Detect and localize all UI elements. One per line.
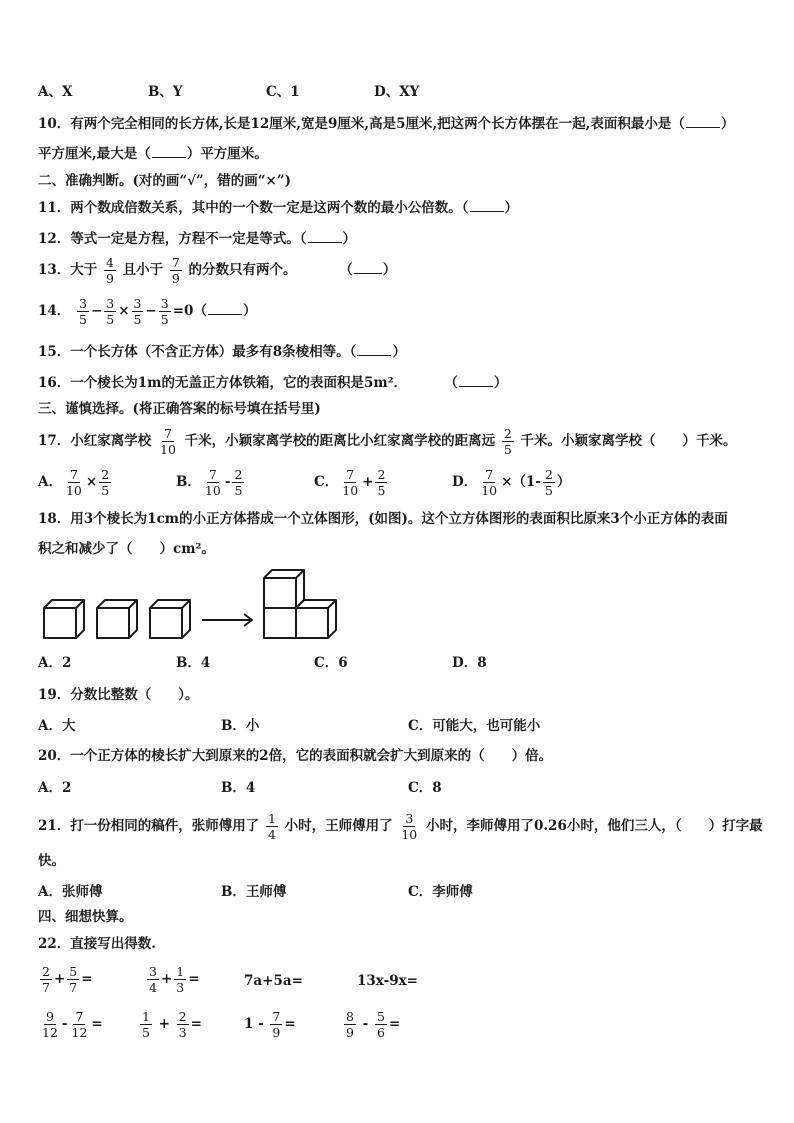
fraction-numerator: 7 (69, 467, 78, 482)
q17-option-c (314, 468, 389, 497)
calc-3: 7a+5a= (244, 973, 303, 989)
q21-fraction-2 (399, 812, 419, 841)
q13-paren-open: （ (339, 262, 353, 278)
operator: + (160, 971, 173, 987)
q12-paren: ） (342, 231, 357, 247)
q10-line2 (38, 145, 268, 163)
q14-equals: =0（ (172, 303, 207, 319)
fraction-numerator: 1 (142, 1009, 150, 1024)
q13-fraction-1 (104, 256, 116, 285)
section-4-heading: 四、细想快算。 (38, 909, 133, 925)
stacked-shape (264, 570, 336, 638)
fraction-denominator: 5 (160, 312, 169, 327)
q12 (38, 230, 356, 248)
q9-option-c: C、1 (266, 84, 300, 100)
fraction-numerator: 7 (346, 467, 355, 482)
fraction-numerator: 2 (178, 1009, 187, 1024)
fraction-denominator: 9 (346, 1025, 354, 1040)
q19-option-c: C．可能大，也可能小 (408, 718, 541, 734)
fraction-denominator: 4 (268, 827, 276, 842)
fraction-denominator: 4 (149, 980, 157, 995)
q17 (38, 427, 736, 456)
fraction-denominator: 3 (176, 980, 185, 995)
fraction-denominator: 10 (401, 827, 418, 842)
fraction-denominator: 5 (503, 442, 512, 457)
q21-text-c: 小时，李师傅用了0.26小时，他们三人，（ ）打字最 (425, 818, 763, 834)
q13-fraction-2 (170, 256, 182, 285)
fraction-numerator: 9 (45, 1009, 54, 1024)
fraction-denominator: 10 (204, 483, 221, 498)
equals: = (388, 1016, 401, 1032)
q14-paren: ） (242, 303, 257, 319)
fraction-denominator: 7 (69, 980, 78, 995)
fraction-numerator: 7 (163, 426, 172, 441)
q15 (38, 343, 406, 361)
q13-text-b: 且小于 (122, 262, 164, 278)
equals: = (91, 1016, 103, 1032)
q21-text-a: 21．打一份相同的稿件，张师傅用了 (38, 818, 260, 834)
fraction-denominator: 7 (42, 980, 50, 995)
cube-1 (44, 600, 84, 638)
fraction-denominator: 9 (272, 1025, 281, 1040)
option-label: C． (314, 474, 339, 490)
fraction-denominator: 5 (106, 312, 115, 327)
fraction-denominator: 5 (377, 483, 386, 498)
fraction-denominator: 5 (101, 483, 110, 498)
q13-text-c: 的分数只有两个。 (188, 262, 297, 278)
q9-option-b: B、Y (148, 84, 183, 100)
q21-fraction-1 (266, 812, 278, 841)
q18-option-d: D．8 (452, 655, 487, 671)
q19-option-b: B．小 (221, 718, 260, 734)
fraction-denominator: 9 (106, 271, 114, 286)
q21-text-b: 小时，王师傅用了 (284, 818, 393, 834)
fraction-denominator: 10 (160, 442, 176, 457)
section-3-heading: 三、谨慎选择。(将正确答案的标号填在括号里) (38, 401, 321, 417)
fraction-numerator: 2 (503, 426, 512, 441)
fraction-numerator: 5 (69, 964, 78, 979)
operator: × (85, 474, 98, 490)
fraction-numerator: 3 (79, 296, 87, 311)
calc-7-prefix: 1 - (244, 1016, 264, 1032)
q10-line1 (38, 115, 734, 133)
operator: - (224, 474, 231, 490)
q19-option-a: A．大 (38, 718, 76, 734)
calc-4: 13x-9x= (357, 973, 418, 989)
q14-blank[interactable] (208, 302, 242, 315)
operator: ×（1- (501, 474, 541, 490)
q18-line2: 积之和减少了（ ）cm²。 (38, 541, 215, 557)
fraction-numerator: 3 (133, 296, 142, 311)
q16-paren: ） (493, 375, 508, 391)
fraction-denominator: 10 (65, 483, 82, 498)
q22: 22．直接写出得数. (38, 936, 156, 952)
equals: = (190, 1016, 202, 1032)
paren-close: ） (556, 474, 571, 490)
fraction-numerator: 7 (485, 467, 494, 482)
q13-paren: ） (382, 262, 397, 278)
fraction-numerator: 3 (149, 964, 157, 979)
option-label: D． (452, 474, 478, 490)
q17-option-a (38, 468, 113, 497)
fraction-numerator: 1 (176, 964, 185, 979)
q12-blank[interactable] (308, 230, 342, 243)
fraction-numerator: 4 (106, 255, 114, 270)
fraction-numerator: 2 (101, 467, 110, 482)
q14-fraction-1 (77, 297, 89, 326)
q17-fraction-2 (502, 427, 514, 456)
q10-paren: ） (720, 116, 735, 132)
q12-text: 12．等式一定是方程，方程不一定是等式。（ (38, 231, 307, 247)
q15-blank[interactable] (357, 343, 391, 356)
q18-option-a: A．2 (38, 655, 72, 671)
q17-text-b: 千米，小颖家离学校的距离比小红家离学校的距离远 (184, 433, 496, 449)
q13-blank[interactable] (354, 261, 382, 274)
fraction-numerator: 3 (160, 296, 169, 311)
minus-sign: − (90, 303, 103, 319)
fraction-numerator: 2 (377, 467, 386, 482)
calc-6 (138, 1010, 202, 1039)
cube-2 (97, 600, 137, 638)
q15-paren: ） (392, 344, 406, 360)
calc-8 (342, 1010, 400, 1039)
minus-sign: − (145, 303, 157, 319)
operator: - (362, 1016, 369, 1032)
q18-option-c: C．6 (314, 655, 348, 671)
q18-option-b: B．4 (176, 655, 211, 671)
fraction-denominator: 10 (342, 483, 359, 498)
fraction-denominator: 5 (544, 483, 553, 498)
q15-text: 15．一个长方体（不含正方体）最多有8条棱相等。（ (38, 344, 357, 360)
q13 (38, 256, 396, 285)
fraction-numerator: 2 (544, 467, 553, 482)
fraction-denominator: 12 (42, 1025, 58, 1040)
fraction-denominator: 6 (376, 1025, 385, 1040)
q14-fraction-3 (132, 297, 144, 326)
q20: 20．一个正方体的棱长扩大到原来的2倍，它的表面积就会扩大到原来的（ ）倍。 (38, 748, 553, 764)
operator: + (53, 971, 66, 987)
q14-fraction-4 (159, 297, 171, 326)
q14-label: 14． (38, 303, 71, 319)
fraction-numerator: 5 (376, 1009, 385, 1024)
fraction-numerator: 3 (405, 811, 414, 826)
q16-blank[interactable] (459, 374, 493, 387)
q17-text-c: 千米。小颖家离学校（ ）千米。 (520, 433, 737, 449)
q21-line2: 快。 (38, 853, 65, 869)
q18-line1: 18．用3个棱长为1cm的小正方体搭成一个立体图形，(如图)。这个立方体图形的表面积比原来3个小正方体的表面 (38, 511, 728, 527)
q17-fraction-1 (158, 427, 178, 456)
section-2-heading: 二、准确判断。(对的画“√”，错的画“×”) (38, 173, 292, 189)
cube-3 (150, 600, 190, 638)
fraction-denominator: 10 (481, 483, 498, 498)
fraction-numerator: 7 (208, 467, 217, 482)
fraction-numerator: 1 (268, 811, 276, 826)
option-label: A． (38, 474, 62, 490)
arrow (202, 614, 252, 626)
q11 (38, 199, 518, 217)
calc-2 (145, 965, 200, 994)
q11-blank[interactable] (470, 199, 504, 212)
q10-text-2: 平方厘米,最大是（ (38, 146, 151, 162)
q17-option-b (176, 468, 246, 497)
option-label: B． (176, 474, 201, 490)
q9-option-d: D、XY (374, 84, 420, 100)
q20-option-b: B．4 (221, 780, 256, 796)
q17-text-a: 17．小红家离学校 (38, 433, 152, 449)
q18-cubes-figure (40, 568, 350, 640)
fraction-numerator: 7 (75, 1009, 84, 1024)
fraction-denominator: 3 (178, 1025, 187, 1040)
fraction-numerator: 3 (106, 296, 115, 311)
q10-blank-2[interactable] (152, 145, 186, 158)
calc-7 (244, 1010, 296, 1039)
equals: = (284, 1016, 296, 1032)
q21-option-b: B．王师傅 (221, 884, 287, 900)
fraction-denominator: 9 (171, 271, 180, 286)
equals: = (81, 971, 93, 987)
calc-1 (38, 965, 93, 994)
fraction-numerator: 2 (234, 467, 243, 482)
q14-fraction-2 (104, 297, 116, 326)
fraction-denominator: 5 (133, 312, 142, 327)
q10-text-3: ）平方厘米。 (186, 146, 268, 162)
fraction-numerator: 7 (171, 255, 180, 270)
q11-paren: ） (504, 200, 519, 216)
fraction-denominator: 5 (79, 312, 87, 327)
operator: - (61, 1016, 68, 1032)
q10-blank-1[interactable] (686, 115, 720, 128)
q10-text: 10．有两个完全相同的长方体,长是12厘米,宽是9厘米,高是5厘米,把这两个长方体摆在一起,表面积最小是（ (38, 116, 685, 132)
fraction-denominator: 5 (234, 483, 243, 498)
calc-5 (38, 1010, 103, 1039)
fraction-denominator: 5 (142, 1025, 150, 1040)
q16 (38, 374, 507, 392)
q21-option-c: C．李师傅 (408, 884, 473, 900)
operator: + (362, 474, 374, 490)
times-sign: × (118, 303, 130, 319)
equals: = (188, 971, 200, 987)
q13-text-a: 13．大于 (38, 262, 98, 278)
q16-paren-open: （ (451, 375, 458, 391)
fraction-denominator: 12 (71, 1025, 88, 1040)
q11-text: 11．两个数成倍数关系，其中的一个数一定是这两个数的最小公倍数。（ (38, 200, 469, 216)
fraction-numerator: 7 (272, 1009, 281, 1024)
q20-option-a: A．2 (38, 780, 72, 796)
q16-text: 16．一个棱长为1m的无盖正方体铁箱，它的表面积是5m²． (38, 375, 408, 391)
q21-option-a: A．张师傅 (38, 884, 103, 900)
q17-option-d (452, 468, 570, 497)
q20-option-c: C．8 (408, 780, 442, 796)
q9-option-a: A、X (38, 84, 73, 100)
operator: + (158, 1016, 170, 1032)
q21-line1 (38, 812, 763, 841)
q19: 19．分数比整数（ ）。 (38, 687, 199, 703)
fraction-numerator: 8 (346, 1009, 354, 1024)
q14 (38, 297, 256, 326)
fraction-numerator: 2 (42, 964, 50, 979)
